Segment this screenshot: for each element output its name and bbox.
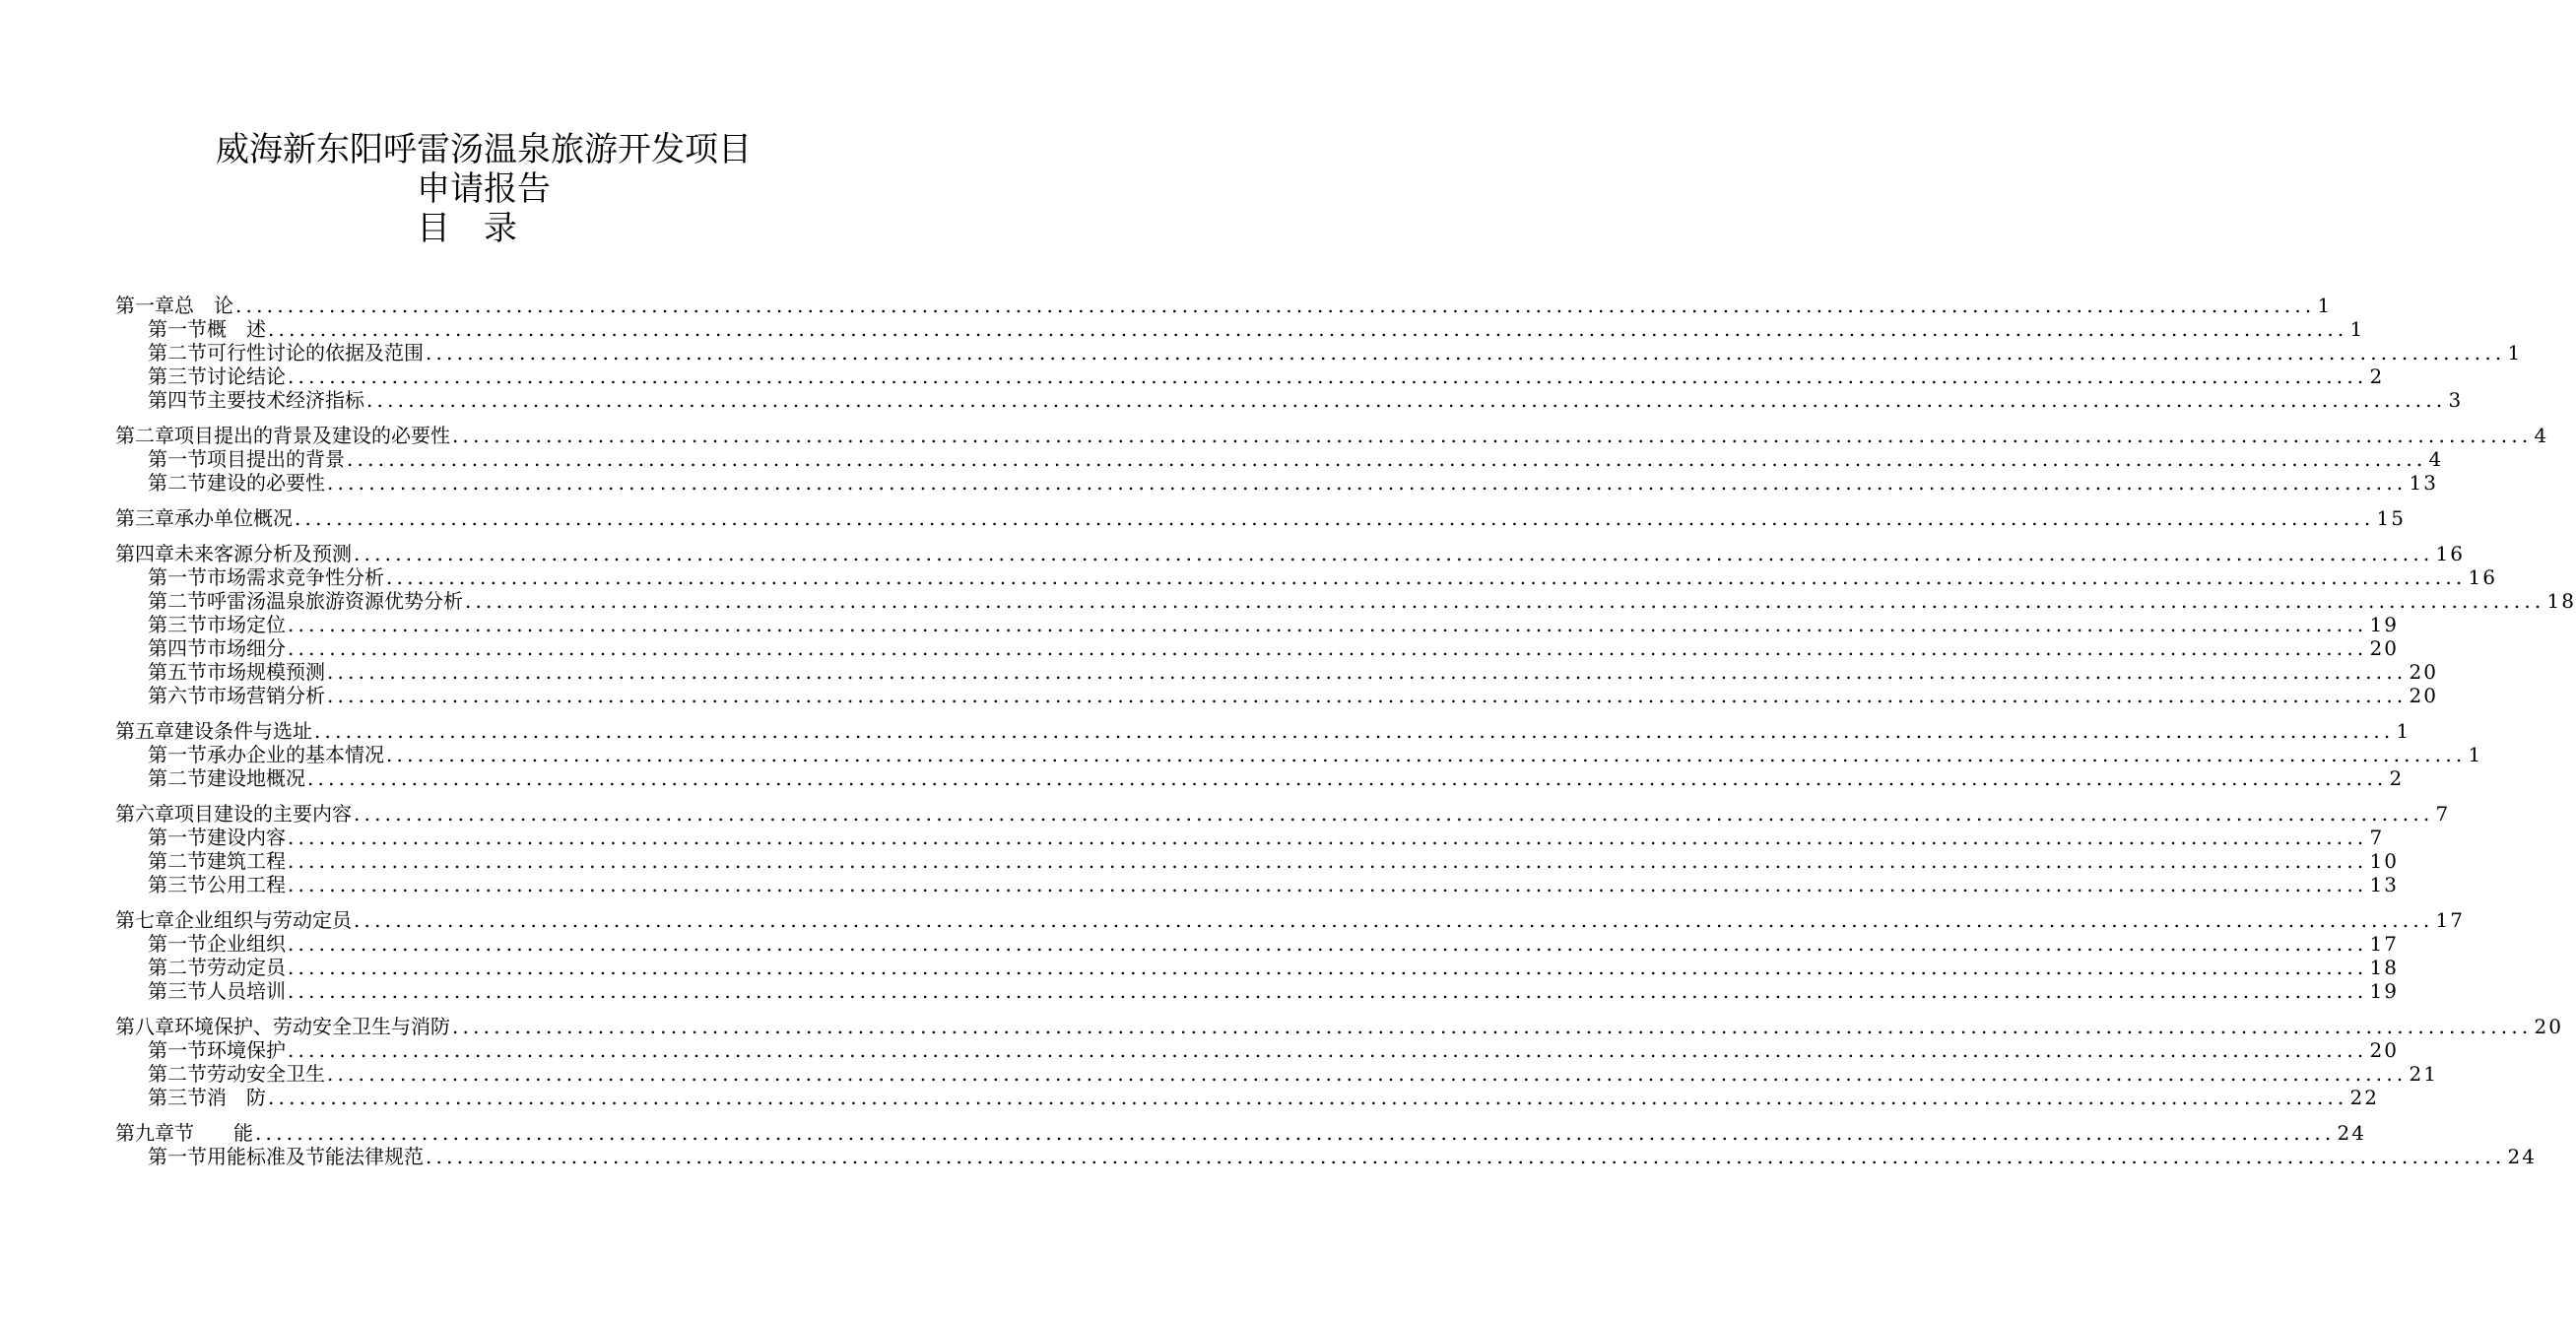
- toc-section-entry[interactable]: [115, 388, 2464, 412]
- toc-entry-label: 第一节: [148, 826, 207, 849]
- toc-page-number: 17: [2435, 908, 2465, 932]
- toc-page-number: 20: [2534, 1015, 2563, 1038]
- toc-entry-label: 第一节: [148, 1145, 207, 1168]
- toc-dot-leader: ........................................................................................................................................................................................................: [288, 1038, 2368, 1062]
- toc-page-number: 16: [2468, 565, 2497, 589]
- toc-entry-label: 第三节: [148, 613, 207, 636]
- toc-dot-leader: ........................................................................................................................................................................................................: [452, 424, 2533, 447]
- toc-entry-label: 第八章: [115, 1015, 174, 1038]
- toc-entry-label: 第一节: [148, 1038, 207, 1062]
- toc-entry-title: 用能标准及节能法律规范: [207, 1145, 424, 1168]
- toc-dot-leader: ........................................................................................................................................................................................................: [366, 388, 2447, 412]
- toc-dot-leader: ........................................................................................................................................................................................................: [452, 1015, 2533, 1038]
- toc-section-entry[interactable]: [115, 743, 2483, 766]
- toc-entry-title: 环境保护、劳动安全卫生与消防: [174, 1015, 450, 1038]
- toc-dot-leader: ........................................................................................................................................................................................................: [288, 636, 2368, 660]
- toc-entry-title: 呼雷汤温泉旅游资源优势分析: [207, 589, 463, 613]
- toc-page-number: 1: [2317, 294, 2333, 317]
- toc-entry-label: 第五章: [115, 719, 174, 743]
- toc-section-entry[interactable]: [115, 849, 2399, 873]
- toc-page-number: 10: [2369, 849, 2399, 873]
- toc-dot-leader: ........................................................................................................................................................................................................: [327, 684, 2408, 707]
- toc-entry-title: 消 防: [207, 1086, 266, 1109]
- toc-dot-leader: ........................................................................................................................................................................................................: [268, 1086, 2348, 1109]
- toc-chapter-entry[interactable]: [115, 542, 2465, 565]
- toc-entry-label: 第四节: [148, 388, 207, 412]
- toc-entry-label: 第六节: [148, 684, 207, 707]
- toc-entry-title: 建设的必要性: [207, 471, 325, 495]
- toc-entry-title: 劳动安全卫生: [207, 1062, 325, 1086]
- toc-dot-leader: ........................................................................................................................................................................................................: [288, 979, 2368, 1003]
- toc-entry-label: 第一节: [148, 565, 207, 589]
- toc-entry-title: 项目建设的主要内容: [174, 802, 352, 826]
- toc-page-number: 24: [2337, 1121, 2366, 1145]
- document-title: [0, 130, 967, 248]
- toc-dot-leader: ........................................................................................................................................................................................................: [255, 1121, 2336, 1145]
- toc-section-entry[interactable]: [115, 826, 2385, 849]
- toc-chapter-entry[interactable]: [115, 908, 2465, 932]
- toc-page-number: 4: [2428, 447, 2444, 471]
- title-line-1: 威海新东阳呼雷汤温泉旅游开发项目: [216, 130, 752, 169]
- toc-dot-leader: ........................................................................................................................................................................................................: [354, 802, 2434, 826]
- toc-section-entry[interactable]: [115, 447, 2444, 471]
- toc-page-number: 1: [2349, 317, 2365, 341]
- toc-dot-leader: ........................................................................................................................................................................................................: [288, 613, 2368, 636]
- toc-dot-leader: ........................................................................................................................................................................................................: [235, 294, 2316, 317]
- toc-entry-label: 第二章: [115, 424, 174, 447]
- toc-entry-label: 第二节: [148, 849, 207, 873]
- toc-page-number: 19: [2369, 979, 2399, 1003]
- toc-page-number: 4: [2534, 424, 2549, 447]
- toc-entry-title: 人员培训: [207, 979, 286, 1003]
- toc-page-number: 21: [2409, 1062, 2438, 1086]
- toc-page-number: 17: [2369, 932, 2399, 956]
- toc-page-number: 7: [2435, 802, 2451, 826]
- toc-entry-label: 第一节: [148, 743, 207, 766]
- toc-entry-title: 承办单位概况: [174, 506, 293, 530]
- toc-dot-leader: ........................................................................................................................................................................................................: [307, 766, 2388, 790]
- toc-entry-label: 第二节: [148, 1062, 207, 1086]
- toc-entry-label: 第三节: [148, 1086, 207, 1109]
- toc-entry-label: 第二节: [148, 341, 207, 364]
- toc-entry-label: 第六章: [115, 802, 174, 826]
- toc-page-number: 20: [2409, 660, 2438, 684]
- toc-chapter-entry[interactable]: [115, 802, 2451, 826]
- toc-page-number: 2: [2389, 766, 2405, 790]
- toc-section-entry[interactable]: [115, 636, 2399, 660]
- toc-entry-label: 第三节: [148, 979, 207, 1003]
- toc-entry-label: 第四节: [148, 636, 207, 660]
- title-line-3: 目录: [417, 209, 551, 248]
- toc-chapter-entry[interactable]: [115, 506, 2406, 530]
- toc-section-entry[interactable]: [115, 873, 2399, 896]
- toc-page-number: 3: [2448, 388, 2464, 412]
- toc-entry-label: 第二节: [148, 956, 207, 979]
- toc-chapter-entry[interactable]: [115, 1015, 2563, 1038]
- toc-entry-title: 未来客源分析及预测: [174, 542, 352, 565]
- toc-entry-title: 市场规模预测: [207, 660, 325, 684]
- toc-page-number: 2: [2369, 364, 2385, 388]
- toc-entry-title: 市场定位: [207, 613, 286, 636]
- toc-section-entry[interactable]: [115, 932, 2399, 956]
- toc-entry-title: 建设地概况: [207, 766, 305, 790]
- toc-page-number: 18: [2369, 956, 2399, 979]
- toc-entry-label: 第一节: [148, 317, 207, 341]
- toc-entry-title: 主要技术经济指标: [207, 388, 364, 412]
- toc-section-entry[interactable]: [115, 613, 2399, 636]
- toc-page-number: 1: [2507, 341, 2523, 364]
- toc-entry-label: 第七章: [115, 908, 174, 932]
- toc-chapter-entry[interactable]: [115, 1121, 2366, 1145]
- toc-entry-title: 可行性讨论的依据及范围: [207, 341, 424, 364]
- toc-section-entry[interactable]: [115, 979, 2399, 1003]
- toc-entry-title: 市场细分: [207, 636, 286, 660]
- toc-chapter-entry[interactable]: [115, 719, 2411, 743]
- toc-page-number: 15: [2376, 506, 2406, 530]
- toc-dot-leader: ........................................................................................................................................................................................................: [288, 932, 2368, 956]
- table-of-contents: [115, 294, 2576, 1168]
- toc-chapter-entry[interactable]: [115, 294, 2333, 317]
- toc-dot-leader: ........................................................................................................................................................................................................: [354, 908, 2434, 932]
- toc-entry-title: 节 能: [174, 1121, 253, 1145]
- toc-entry-title: 建设条件与选址: [174, 719, 312, 743]
- toc-dot-leader: ........................................................................................................................................................................................................: [327, 1062, 2408, 1086]
- toc-entry-label: 第三节: [148, 873, 207, 896]
- toc-page-number: 13: [2409, 471, 2438, 495]
- toc-entry-title: 建设内容: [207, 826, 286, 849]
- toc-section-entry[interactable]: [115, 589, 2576, 613]
- toc-dot-leader: ........................................................................................................................................................................................................: [288, 826, 2368, 849]
- toc-dot-leader: ........................................................................................................................................................................................................: [465, 589, 2545, 613]
- toc-section-entry[interactable]: [115, 1145, 2537, 1168]
- toc-section-entry[interactable]: [115, 364, 2385, 388]
- toc-entry-label: 第五节: [148, 660, 207, 684]
- toc-entry-title: 环境保护: [207, 1038, 286, 1062]
- toc-entry-label: 第四章: [115, 542, 174, 565]
- toc-entry-label: 第二节: [148, 766, 207, 790]
- title-line-2: 申请报告: [417, 169, 551, 209]
- toc-entry-title: 市场需求竞争性分析: [207, 565, 384, 589]
- toc-dot-leader: ........................................................................................................................................................................................................: [426, 1145, 2506, 1168]
- toc-section-entry[interactable]: [115, 684, 2438, 707]
- toc-entry-title: 总 论: [174, 294, 233, 317]
- toc-dot-leader: ........................................................................................................................................................................................................: [288, 849, 2368, 873]
- toc-entry-title: 市场营销分析: [207, 684, 325, 707]
- toc-section-entry[interactable]: [115, 660, 2438, 684]
- toc-section-entry[interactable]: [115, 1086, 2379, 1109]
- toc-page-number: 20: [2369, 1038, 2399, 1062]
- toc-entry-label: 第一章: [115, 294, 174, 317]
- toc-entry-title: 公用工程: [207, 873, 286, 896]
- toc-page-number: 22: [2349, 1086, 2379, 1109]
- toc-dot-leader: ........................................................................................................................................................................................................: [327, 660, 2408, 684]
- toc-page-number: 18: [2546, 589, 2576, 613]
- toc-entry-title: 项目提出的背景: [207, 447, 345, 471]
- toc-entry-label: 第二节: [148, 589, 207, 613]
- toc-page-number: 19: [2369, 613, 2399, 636]
- toc-page-number: 24: [2507, 1145, 2537, 1168]
- toc-page-number: 16: [2435, 542, 2465, 565]
- toc-section-entry[interactable]: [115, 471, 2438, 495]
- toc-dot-leader: ........................................................................................................................................................................................................: [288, 364, 2368, 388]
- toc-entry-title: 劳动定员: [207, 956, 286, 979]
- toc-section-entry[interactable]: [115, 1062, 2438, 1086]
- toc-page-number: 20: [2369, 636, 2399, 660]
- toc-dot-leader: ........................................................................................................................................................................................................: [386, 743, 2467, 766]
- toc-entry-title: 项目提出的背景及建设的必要性: [174, 424, 450, 447]
- toc-dot-leader: ........................................................................................................................................................................................................: [426, 341, 2506, 364]
- toc-section-entry[interactable]: [115, 341, 2523, 364]
- toc-dot-leader: ........................................................................................................................................................................................................: [288, 956, 2368, 979]
- toc-dot-leader: ........................................................................................................................................................................................................: [386, 565, 2467, 589]
- toc-dot-leader: ........................................................................................................................................................................................................: [347, 447, 2427, 471]
- toc-page-number: 13: [2369, 873, 2399, 896]
- toc-entry-title: 讨论结论: [207, 364, 286, 388]
- toc-dot-leader: ........................................................................................................................................................................................................: [327, 471, 2408, 495]
- toc-entry-title: 承办企业的基本情况: [207, 743, 384, 766]
- toc-dot-leader: ........................................................................................................................................................................................................: [295, 506, 2375, 530]
- toc-section-entry[interactable]: [115, 766, 2405, 790]
- toc-page-number: 1: [2396, 719, 2411, 743]
- toc-entry-label: 第九章: [115, 1121, 174, 1145]
- toc-entry-label: 第三章: [115, 506, 174, 530]
- toc-dot-leader: ........................................................................................................................................................................................................: [354, 542, 2434, 565]
- toc-entry-title: 企业组织与劳动定员: [174, 908, 352, 932]
- toc-entry-label: 第二节: [148, 471, 207, 495]
- toc-section-entry[interactable]: [115, 565, 2497, 589]
- toc-section-entry[interactable]: [115, 1038, 2399, 1062]
- toc-page-number: 1: [2468, 743, 2483, 766]
- toc-section-entry[interactable]: [115, 317, 2365, 341]
- toc-page-number: 20: [2409, 684, 2438, 707]
- toc-entry-title: 概 述: [207, 317, 266, 341]
- toc-section-entry[interactable]: [115, 956, 2399, 979]
- toc-chapter-entry[interactable]: [115, 424, 2549, 447]
- toc-dot-leader: ........................................................................................................................................................................................................: [314, 719, 2395, 743]
- toc-entry-label: 第一节: [148, 932, 207, 956]
- toc-entry-title: 企业组织: [207, 932, 286, 956]
- toc-entry-label: 第一节: [148, 447, 207, 471]
- toc-entry-title: 建筑工程: [207, 849, 286, 873]
- toc-dot-leader: ........................................................................................................................................................................................................: [288, 873, 2368, 896]
- toc-entry-label: 第三节: [148, 364, 207, 388]
- toc-dot-leader: ........................................................................................................................................................................................................: [268, 317, 2348, 341]
- toc-page-number: 7: [2369, 826, 2385, 849]
